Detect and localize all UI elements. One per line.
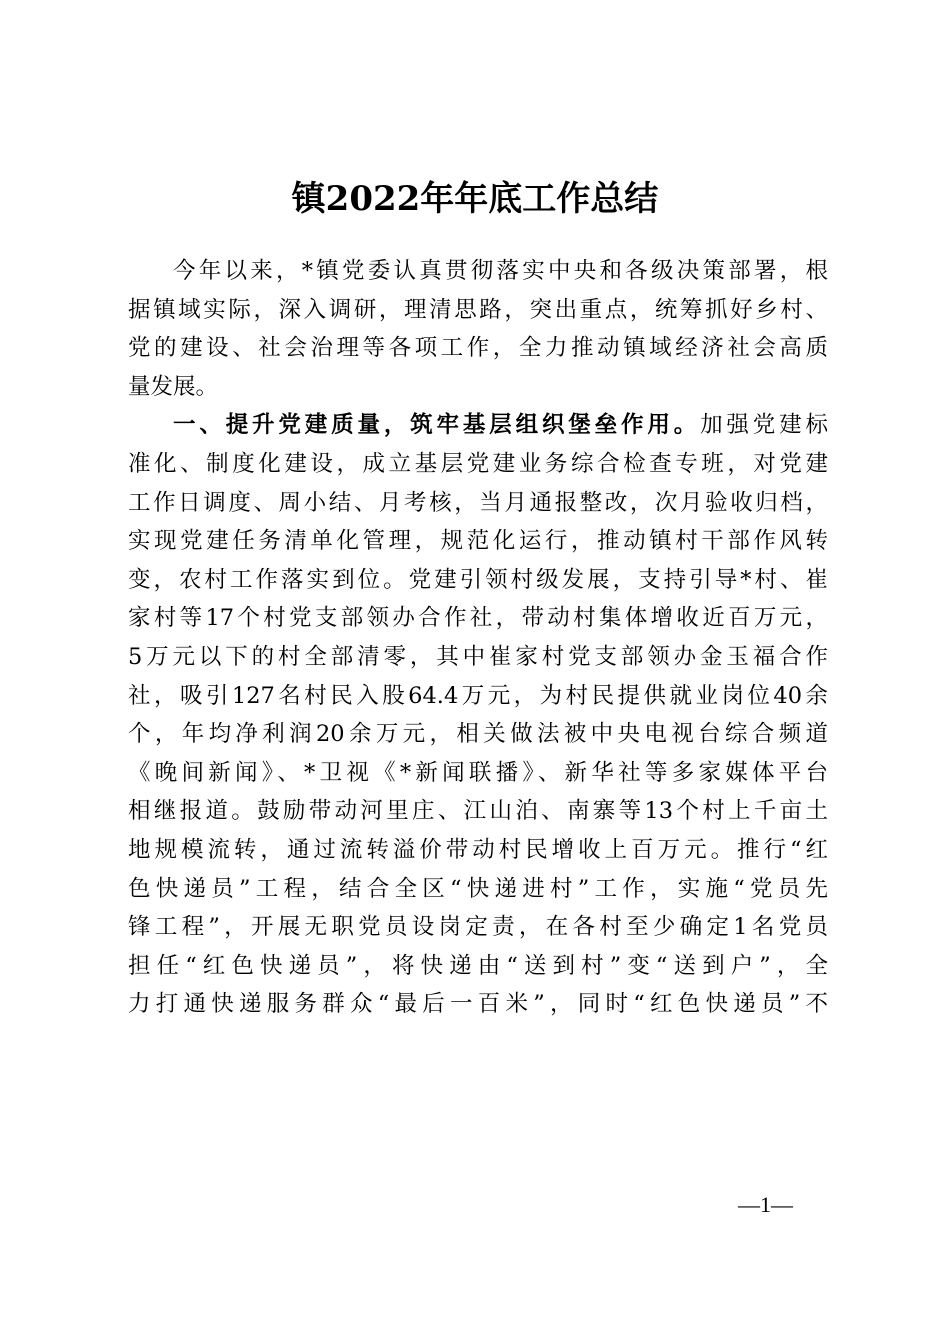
page-number: —1— (738, 1192, 793, 1217)
text-line: 相继报道。鼓励带动河里庄、江山泊、南寨等13个村上千亩土 (128, 798, 828, 825)
text-line: 变，农村工作落实到位。党建引领村级发展，支持引导*村、崔 (128, 566, 828, 593)
text-line: 锋工程”，开展无职党员设岗定责，在各村至少确定1名党员 (128, 914, 828, 941)
text-line: 准化、制度化建设，成立基层党建业务综合检查专班，对党建 (128, 450, 828, 477)
document-body (128, 252, 828, 1024)
text-line (128, 406, 828, 445)
text-line: 力打通快递服务群众“最后一百米”，同时“红色快递员”不 (128, 991, 828, 1018)
text-line: 5万元以下的村全部清零，其中崔家村党支部领办金玉福合作 (128, 643, 828, 670)
text-line: 量发展。 (128, 373, 219, 400)
section-heading: 一、提升党建质量，筑牢基层组织堡垒作用。 (173, 412, 701, 439)
paragraph-section-1 (128, 406, 828, 1024)
heading-line-rest: 加强党建标 (700, 412, 828, 439)
text-line: 家村等17个村党支部领办合作社，带动村集体增收近百万元， (128, 605, 828, 632)
text-line: 个，年均净利润20余万元，相关做法被中央电视台综合频道 (128, 721, 828, 748)
text-line: 社，吸引127名村民入股64.4万元，为村民提供就业岗位40余 (128, 682, 828, 709)
text-line: 今年以来，*镇党委认真贯彻落实中央和各级决策部署，根 (173, 258, 828, 284)
paragraph-intro (128, 252, 828, 406)
text-line: 地规模流转，通过流转溢价带动村民增收上百万元。推行“红 (128, 836, 828, 863)
text-line: 《晚间新闻》、*卫视《*新闻联播》、新华社等多家媒体平台 (128, 759, 828, 786)
text-line: 色快递员”工程，结合全区“快递进村”工作，实施“党员先 (128, 875, 828, 902)
text-line: 党的建设、社会治理等各项工作，全力推动镇域经济社会高质 (128, 335, 828, 362)
text-line: 实现党建任务清单化管理，规范化运行，推动镇村干部作风转 (128, 528, 828, 555)
text-line: 担任“红色快递员”，将快递由“送到村”变“送到户”，全 (128, 952, 828, 979)
text-line: 据镇域实际，深入调研，理清思路，突出重点，统筹抓好乡村、 (128, 296, 828, 323)
document-title: 镇2022年年底工作总结 (291, 179, 659, 219)
text-line: 工作日调度、周小结、月考核，当月通报整改，次月验收归档， (128, 489, 828, 516)
